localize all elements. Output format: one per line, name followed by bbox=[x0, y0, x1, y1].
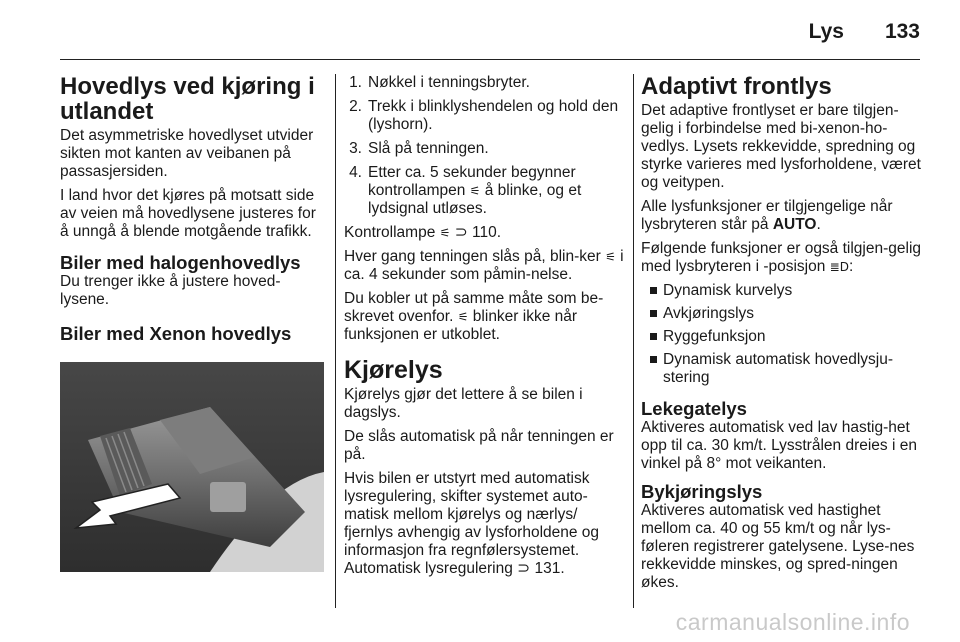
list-item-text: Dynamisk kurvelys bbox=[663, 282, 793, 299]
text-part: blinker ikke når funksjonen er utkoblet. bbox=[344, 308, 578, 343]
watermark-text: carmanualsonline.info bbox=[675, 609, 910, 635]
step-text-part: Trekk i blinklyshendelen og hold den (lyshorn). bbox=[368, 98, 619, 133]
step-text-part: Nøkkel i tenningsbryter. bbox=[368, 74, 530, 91]
function-list bbox=[641, 282, 923, 387]
step-item bbox=[344, 98, 626, 134]
page-header bbox=[60, 20, 920, 60]
step-item bbox=[344, 140, 626, 158]
paragraph: I land hvor det kjøres på motsatt side av veien må hovedlysene justeres for å unngå å blende motgående trafikk. bbox=[60, 187, 316, 240]
paragraph: Du trenger ikke å justere hoved-lysene. bbox=[60, 273, 281, 308]
steps-list bbox=[344, 74, 626, 218]
step-text bbox=[368, 140, 626, 158]
heading-xenon: Biler med Xenon hovedlys bbox=[60, 323, 292, 344]
list-item bbox=[641, 282, 923, 300]
text-part: Følgende funksjoner er også tilgjen-gelig med lysbryteren i -posisjon bbox=[641, 240, 922, 275]
paragraph: Aktiveres automatisk ved hastighet mellom ca. 40 og 55 km/t og når lys-føleren registrerer gatelysene. Lyse-nes rekkevidde minskes, og spred-ningen økes. bbox=[641, 502, 915, 591]
page-number: 133 bbox=[884, 20, 920, 43]
step-text-part: å blinke, og et lydsignal utløses. bbox=[368, 182, 582, 217]
column-middle bbox=[344, 74, 626, 584]
list-item-text: Avkjøringslys bbox=[663, 305, 755, 322]
paragraph: Aktiveres automatisk ved lav hastig-het opp til ca. 30 km/t. Lysstrålen dreies i en vinkel på 8° mot veikanten. bbox=[641, 419, 917, 472]
control-lamp-icon: ⚟ bbox=[469, 184, 481, 198]
paragraph bbox=[641, 198, 923, 234]
paragraph bbox=[344, 248, 626, 284]
text-part: Hver gang tenningen slås på, blin-ker bbox=[344, 248, 606, 265]
paragraph-kontrollampe bbox=[344, 224, 626, 242]
page-ref-arrow-icon: ⊃ bbox=[454, 224, 468, 241]
bullet-icon bbox=[641, 351, 663, 387]
step-text bbox=[368, 74, 626, 92]
auto-label: AUTO bbox=[772, 216, 817, 233]
paragraph bbox=[344, 470, 626, 578]
text-part: Alle lysfunksjoner er tilgjengelige når lysbryteren står på bbox=[641, 198, 893, 233]
text-part: 131. bbox=[530, 560, 565, 577]
paragraph: Det adaptive frontlyset er bare tilgjen-gelig i forbindelse med bi-xenon-ho-vedlys. Lysets rekkevidde, spredning og styrke varieres med lysforholdene, været og veitypen. bbox=[641, 102, 921, 191]
step-item bbox=[344, 74, 626, 92]
heading-halogen: Biler med halogenhovedlys bbox=[60, 252, 301, 273]
stalk-illustration bbox=[60, 362, 324, 572]
list-item-text: Dynamisk automatisk hovedlysju-stering bbox=[663, 351, 894, 386]
step-text bbox=[368, 98, 626, 134]
bullet-icon bbox=[641, 328, 663, 346]
stalk-illustration-svg bbox=[60, 362, 324, 572]
step-text-part: Etter ca. 5 sekunder begynner kontrollampen bbox=[368, 164, 576, 199]
text-part: 110. bbox=[467, 224, 502, 241]
text-part: i ca. 4 sekunder som påmin-nelse. bbox=[344, 248, 624, 283]
control-lamp-icon: ⚟ bbox=[605, 250, 616, 264]
step-number: 1. bbox=[349, 74, 362, 91]
column-right bbox=[641, 74, 923, 598]
text-part: Du kobler ut på samme måte som be-skrevet ovenfor. bbox=[344, 290, 604, 325]
headlight-icon: ≣D bbox=[829, 260, 849, 274]
paragraph: De slås automatisk på når tenningen er på. bbox=[344, 428, 614, 463]
step-text-part: Slå på tenningen. bbox=[368, 140, 489, 157]
heading-hovedlys-utlandet: Hovedlys ved kjøring i utlandet bbox=[60, 73, 315, 125]
paragraph: Det asymmetriske hovedlyset utvider sikten mot kanten av veibanen på passasjersiden. bbox=[60, 127, 314, 180]
heading-adaptivt-frontlys: Adaptivt frontlys bbox=[641, 73, 832, 100]
bullet-icon bbox=[641, 282, 663, 300]
step-item bbox=[344, 164, 626, 218]
step-number: 4. bbox=[349, 164, 362, 181]
column-divider bbox=[633, 74, 634, 608]
heading-lekegatelys: Lekegatelys bbox=[641, 398, 747, 419]
control-lamp-icon: ⚟ bbox=[457, 310, 469, 324]
list-item bbox=[641, 351, 923, 387]
bullet-icon bbox=[641, 305, 663, 323]
column-divider bbox=[335, 74, 336, 608]
page-ref-arrow-icon: ⊃ bbox=[517, 560, 531, 577]
heading-bykjoringslys: Bykjøringslys bbox=[641, 481, 763, 502]
list-item bbox=[641, 305, 923, 323]
control-lamp-icon: ⚟ bbox=[439, 226, 451, 240]
section-title: Lys bbox=[808, 20, 844, 43]
text-part: Hvis bilen er utstyrt med automatisk lysregulering, skifter systemet auto-matisk mellom kjørelys og nærlys/ fjernlys avhengig av lysforholdene og informasjon fra regnfølersystemet. Automatisk lysregulering bbox=[344, 470, 600, 577]
column-left bbox=[60, 74, 326, 572]
list-item bbox=[641, 328, 923, 346]
text-part: . bbox=[816, 216, 821, 233]
step-number: 2. bbox=[349, 98, 362, 115]
text-part: : bbox=[848, 258, 854, 275]
paragraph: Kjørelys gjør det lettere å se bilen i dagslys. bbox=[344, 386, 583, 421]
text-part: Kontrollampe bbox=[344, 224, 440, 241]
paragraph bbox=[344, 290, 626, 344]
paragraph bbox=[641, 240, 923, 276]
step-text bbox=[368, 164, 626, 218]
list-item-text: Ryggefunksjon bbox=[663, 328, 766, 345]
heading-kjorelys: Kjørelys bbox=[344, 356, 443, 384]
step-number: 3. bbox=[349, 140, 362, 157]
